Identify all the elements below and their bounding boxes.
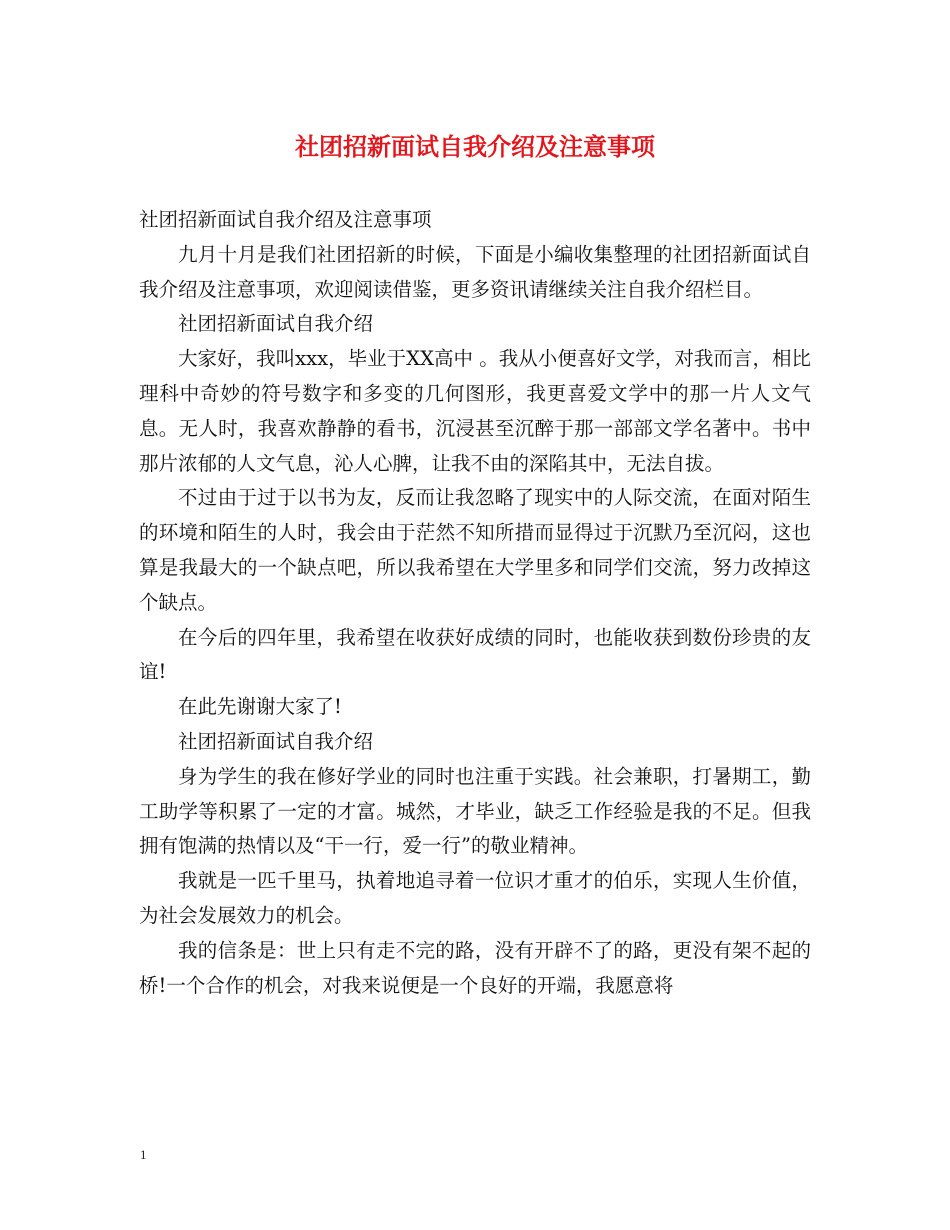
body-paragraph: 社团招新面试自我介绍 bbox=[178, 312, 374, 336]
body-paragraph: 在今后的四年里，我希望在收获好成绩的同时，也能收获到数份珍贵的友谊! bbox=[139, 625, 811, 684]
body-paragraph: 社团招新面试自我介绍及注意事项 bbox=[139, 208, 432, 231]
body-paragraph: 社团招新面试自我介绍 bbox=[178, 729, 374, 753]
body-paragraph: 大家好，我叫xxx，毕业于XX高中 。我从小便喜好文学，对我而言，相比理科中奇妙的符号数字和多变的几何图形，我更喜爱文学中的那一片人文气息。无人时，我喜欢静静的看书，沉浸甚至沉醉于那一部部文学名著中。书中那片浓郁的人文气息，沁人心脾，让我不由的深陷其中，无法自拔。 bbox=[139, 347, 811, 475]
document-body bbox=[139, 203, 811, 1003]
body-paragraph: 不过由于过于以书为友，反而让我忽略了现实中的人际交流，在面对陌生的环境和陌生的人时，我会由于茫然不知所措而显得过于沉默乃至沉闷，这也算是我最大的一个缺点吧，所以我希望在大学里多和同学们交流，努力改掉这个缺点。 bbox=[139, 486, 811, 614]
body-paragraph: 我的信条是：世上只有走不完的路，没有开辟不了的路，更没有架不起的桥!一个合作的机会，对我来说便是一个良好的开端，我愿意将 bbox=[139, 938, 811, 997]
body-paragraph: 身为学生的我在修好学业的同时也注重于实践。社会兼职，打暑期工，勤工助学等积累了一定的才富。城然，才毕业，缺乏工作经验是我的不足。但我拥有饱满的热情以及“干一行，爱一行”的敬业精神。 bbox=[139, 764, 811, 858]
body-paragraph: 我就是一匹千里马，执着地追寻着一位识才重才的伯乐，实现人生价值，为社会发展效力的机会。 bbox=[139, 869, 811, 927]
body-paragraph: 九月十月是我们社团招新的时候，下面是小编收集整理的社团招新面试自我介绍及注意事项，欢迎阅读借鉴，更多资讯请继续关注自我介绍栏目。 bbox=[139, 242, 811, 301]
page-number: 1 bbox=[140, 1147, 147, 1162]
document-title: 社团招新面试自我介绍及注意事项 bbox=[295, 132, 655, 161]
body-paragraph: 在此先谢谢大家了! bbox=[178, 695, 342, 719]
